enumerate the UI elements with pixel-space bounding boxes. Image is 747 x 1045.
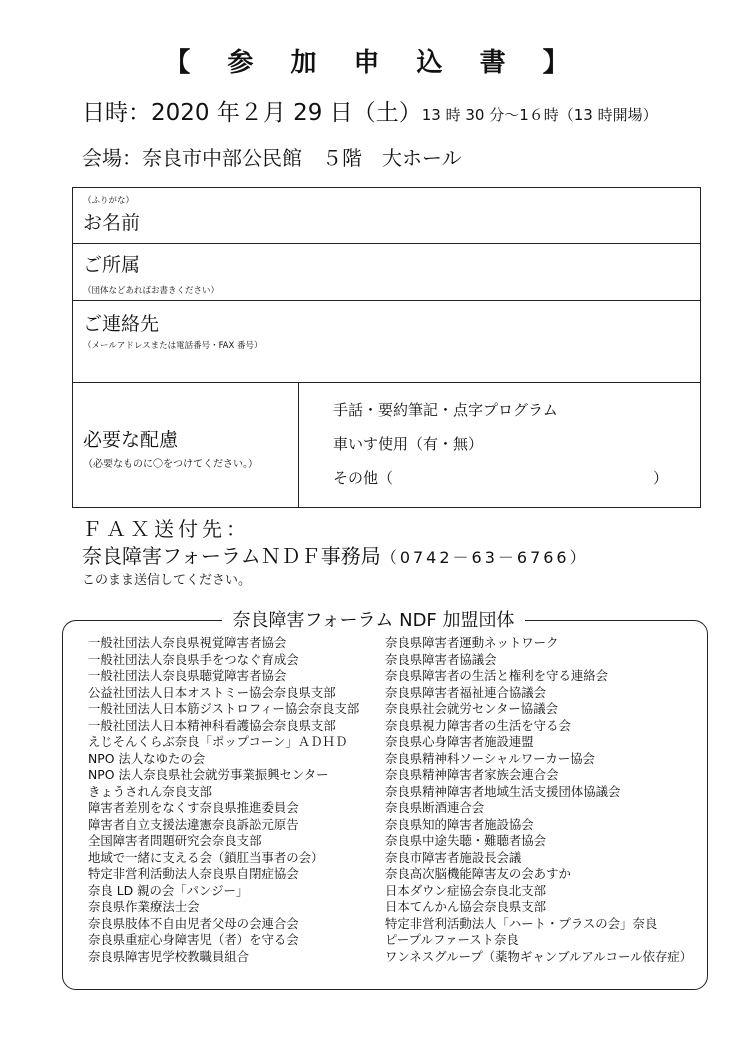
member-item: 奈良県視力障害者の生活を守る会 xyxy=(385,717,571,733)
affiliation-field[interactable]: ご所属 （団体などあればお書きください） xyxy=(73,244,700,301)
member-item: 奈良県作業療法士会 xyxy=(88,899,200,914)
member-item: 障害者差別をなくす奈良県推進委員会 xyxy=(88,800,299,815)
option-sign-language[interactable]: 手話・要約筆記・点字プログラム xyxy=(333,401,558,419)
member-item: 奈良県精神科ソーシャルワーカー協会 xyxy=(385,750,595,766)
member-item: 奈良高次脳機能障害友の会あすか xyxy=(385,866,571,881)
page-title: 【 参 加 申 込 書 】 xyxy=(164,48,583,78)
member-item: 一般社団法人日本精神科看護協会奈良県支部 xyxy=(88,717,336,733)
member-item: 奈良県精神障害者家族会連合会 xyxy=(385,767,559,782)
member-item: 一般社団法人日本筋ジストロフィー協会奈良支部 xyxy=(88,701,360,716)
member-item: 奈良県障害児学校教職員組合 xyxy=(88,948,250,964)
fax-label: ＦＡＸ送付先： xyxy=(82,517,250,541)
name-field[interactable]: （ふりがな） お名前 xyxy=(73,188,700,244)
option-other[interactable]: その他（ xyxy=(333,469,394,487)
member-item: 奈良県障害者運動ネットワーク xyxy=(385,635,559,650)
fax-office: 奈良障害フォーラムＮＤＦ事務局（0742－63－6766） xyxy=(82,544,589,568)
member-item: 日本ダウン症協会奈良北支部 xyxy=(385,882,547,898)
application-form xyxy=(72,187,701,508)
member-item: 全国障害者問題研究会奈良支部 xyxy=(88,833,262,848)
member-item: 奈良市障害者施設長会議 xyxy=(385,849,522,865)
member-item: 奈良 LD 親の会「パンジー」 xyxy=(88,882,249,898)
contact-field[interactable]: ご連絡先 （メールアドレスまたは電話番号・FAX 番号） xyxy=(73,301,700,383)
member-item: 特定非営利活動法人「ハート・プラスの会」奈良 xyxy=(385,915,658,931)
member-item: 奈良県精神障害者地域生活支援団体協議会 xyxy=(385,783,621,799)
member-item: 日本てんかん協会奈良県支部 xyxy=(385,899,547,914)
member-item: 特定非営利活動法人奈良県自閉症協会 xyxy=(88,866,299,881)
member-item: きょうされん奈良支部 xyxy=(88,783,212,799)
member-item: NPO 法人奈良県社会就労事業振興センター xyxy=(88,767,329,782)
member-item: 奈良県心身障害者施設連盟 xyxy=(385,734,534,749)
member-item: 一般社団法人奈良県手をつなぐ育成会 xyxy=(88,651,299,667)
member-item: 奈良県肢体不自由児者父母の会連合会 xyxy=(88,915,299,931)
member-list-right xyxy=(385,635,692,965)
fax-note: このまま送信してください。 xyxy=(82,573,252,588)
event-datetime: 日時：2020 年２月 29 日（土）13 時 30 分〜1６時（13 時開場） xyxy=(82,100,658,126)
member-item: 奈良県重症心身障害児（者）を守る会 xyxy=(88,932,299,947)
event-venue: 会場：奈良市中部公民館 ５階 大ホール xyxy=(82,146,462,170)
member-item: NPO 法人なゆたの会 xyxy=(88,750,206,766)
member-item: 奈良県障害者の生活と権利を守る連絡会 xyxy=(385,668,609,683)
member-item: えじそんくらぶ奈良「ポップコーン」ＡＤＨＤ xyxy=(88,734,348,749)
member-list-left xyxy=(88,635,359,965)
member-item: ワンネスグループ（薬物ギャンブルアルコール依存症） xyxy=(385,948,693,964)
member-item: 奈良県知的障害者施設協会 xyxy=(385,816,534,832)
fax-number: （0742－63－6766） xyxy=(380,548,589,567)
member-item: 一般社団法人奈良県視覚障害者協会 xyxy=(88,635,287,650)
member-item: 奈良県中途失聴・難聴者協会 xyxy=(385,833,547,848)
member-item: 奈良県障害者福祉連合協議会 xyxy=(385,684,547,700)
member-list-title: 奈良障害フォーラム NDF 加盟団体 xyxy=(222,610,524,631)
member-item: ピープルファースト奈良 xyxy=(385,932,519,947)
option-wheelchair[interactable]: 車いす使用（有・無） xyxy=(333,435,484,453)
member-item: 奈良県断酒連合会 xyxy=(385,800,485,815)
member-item: 地域で一緒に支える会（鎖肛当事者の会） xyxy=(88,849,324,865)
needs-field: 必要な配慮 （必要なものに〇をつけてください。） 手話・要約筆記・点字プログラム 車いす使用（有・無） その他（ ） xyxy=(73,383,700,507)
member-item: 奈良県社会就労センター協議会 xyxy=(385,701,558,716)
member-item: 奈良県障害者協議会 xyxy=(385,651,497,667)
member-item: 一般社団法人奈良県聴覚障害者協会 xyxy=(88,668,287,683)
member-item: 公益社団法人日本オストミー協会奈良県支部 xyxy=(88,684,336,700)
member-item: 障害者自立支援法違憲奈良訴訟元原告 xyxy=(88,816,299,832)
